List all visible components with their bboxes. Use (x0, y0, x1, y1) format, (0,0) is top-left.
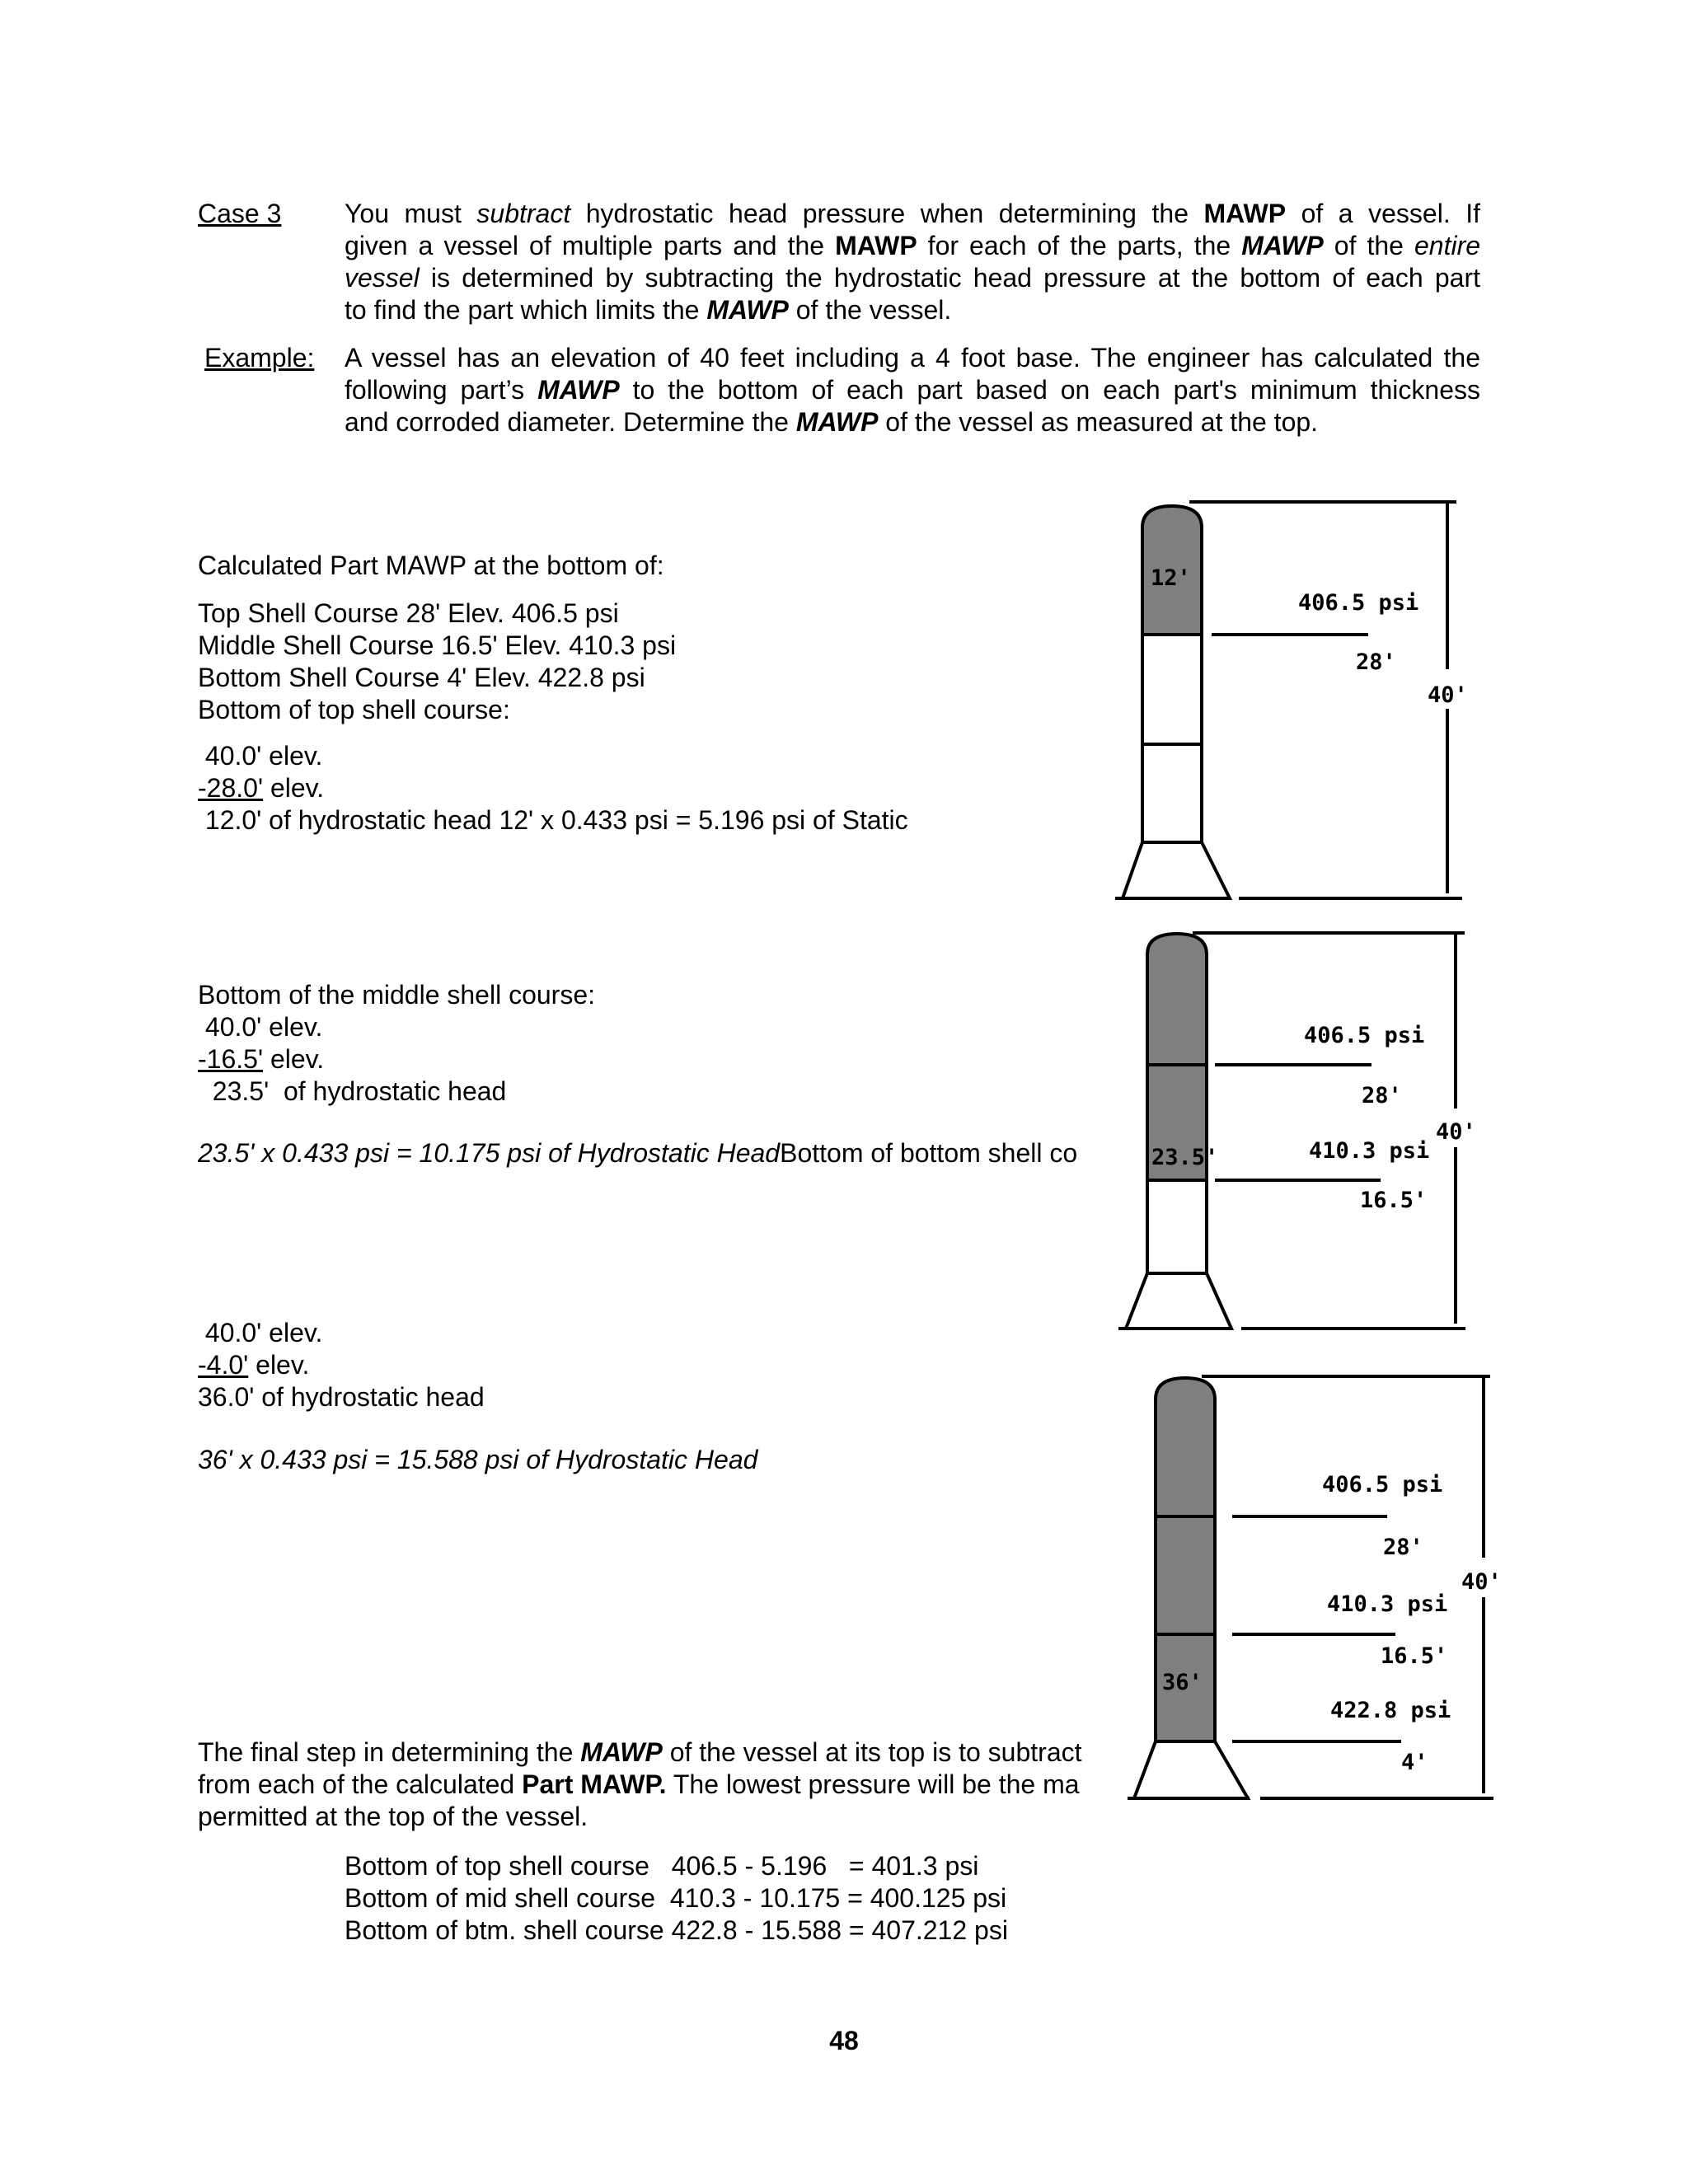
pressure-label: 410.3 psi (1309, 1138, 1430, 1164)
calc-line: -28.0' elev. (198, 773, 325, 803)
head-label: 23.5' (1151, 1145, 1219, 1170)
pressure-label: 406.5 psi (1298, 590, 1419, 616)
section1-heading: Calculated Part MAWP at the bottom of: (198, 551, 664, 580)
total-height-label: 40' (1428, 682, 1468, 708)
example-paragraph: A vessel has an elevation of 40 feet including a 4 foot base. The engineer has calculated the following part’s MAWP to the bottom of each part based on each part's minimum thickness and corroded diameter. Determine the MAWP of the vessel as measured at the top. (345, 343, 1480, 437)
pressure-label: 410.3 psi (1327, 1591, 1448, 1617)
case-paragraph: You must subtract hydrostatic head pressure when determining the MAWP of a vessel. If given a vessel of multiple parts and the MAWP for each of the parts, the MAWP of the entire vessel is determined by subtracting the hydrostatic head pressure at the bottom of each part to find the part which limits the MAWP of the vessel. (345, 199, 1481, 325)
vessel-diagram-1 (1115, 502, 1462, 898)
pressure-label: 406.5 psi (1304, 1023, 1425, 1048)
calc-line: 36.0' of hydrostatic head (198, 1382, 485, 1412)
calc-line: 23.5' of hydrostatic head (198, 1076, 507, 1106)
result-line: Bottom of top shell course 406.5 - 5.196 = 401.3 psi (345, 1851, 979, 1881)
total-height-label: 40' (1436, 1119, 1476, 1145)
pressure-label: 422.8 psi (1330, 1698, 1451, 1723)
elevation-label: 28' (1362, 1083, 1402, 1108)
elevation-label: 4' (1401, 1750, 1428, 1775)
elevation-label: 16.5' (1381, 1643, 1448, 1669)
part-line: Middle Shell Course 16.5' Elev. 410.3 psi (198, 630, 677, 660)
part-line: Bottom Shell Course 4' Elev. 422.8 psi (198, 663, 645, 692)
vessel-base (1126, 1273, 1231, 1329)
part-line: Bottom of top shell course: (198, 695, 510, 724)
calc-line: 40.0' elev. (198, 1012, 323, 1042)
result-line: Bottom of btm. shell course 422.8 - 15.588 = 407.212 psi (345, 1915, 1008, 1945)
calc-line: 40.0' elev. (198, 741, 323, 771)
final-line: The final step in determining the MAWP of the vessel at its top is to subtract (198, 1737, 1082, 1767)
elevation-label: 16.5' (1360, 1188, 1428, 1213)
part-line: Top Shell Course 28' Elev. 406.5 psi (198, 598, 619, 628)
calc-line: -4.0' elev. (198, 1350, 310, 1380)
elevation-label: 28' (1383, 1535, 1423, 1560)
vessel-diagram-2 (1118, 933, 1465, 1329)
page-number: 48 (829, 2026, 859, 2055)
head-label: 12' (1151, 565, 1191, 591)
vessel-shell (1142, 635, 1202, 842)
calc-line: -16.5' elev. (198, 1044, 325, 1074)
total-height-label: 40' (1461, 1569, 1502, 1595)
calc-line: 40.0' elev. (198, 1318, 323, 1347)
formula-line: 36' x 0.433 psi = 15.588 psi of Hydrostatic Head (198, 1445, 758, 1474)
calc-line: 12.0' of hydrostatic head 12' x 0.433 psi = 5.196 psi of Static (198, 805, 908, 835)
case-label: Case 3 (198, 199, 282, 228)
final-line: from each of the calculated Part MAWP. The lowest pressure will be the ma (198, 1769, 1080, 1799)
vessel-shell (1147, 1180, 1207, 1273)
example-label: Example: (204, 343, 315, 373)
result-line: Bottom of mid shell course 410.3 - 10.175 = 400.125 psi (345, 1883, 1007, 1913)
pressure-label: 406.5 psi (1322, 1472, 1443, 1497)
final-line: permitted at the top of the vessel. (198, 1802, 588, 1831)
vessel-shaded-section (1147, 934, 1207, 1180)
section2-heading: Bottom of the middle shell course: (198, 980, 596, 1010)
head-label: 36' (1162, 1670, 1203, 1695)
vessel-diagram-3 (1128, 1376, 1493, 1798)
formula-line: 23.5' x 0.433 psi = 10.175 psi of Hydrostatic HeadBottom of bottom shell co (198, 1138, 1078, 1168)
vessel-base (1123, 842, 1230, 898)
elevation-label: 28' (1356, 649, 1396, 675)
vessel-base (1134, 1741, 1248, 1798)
